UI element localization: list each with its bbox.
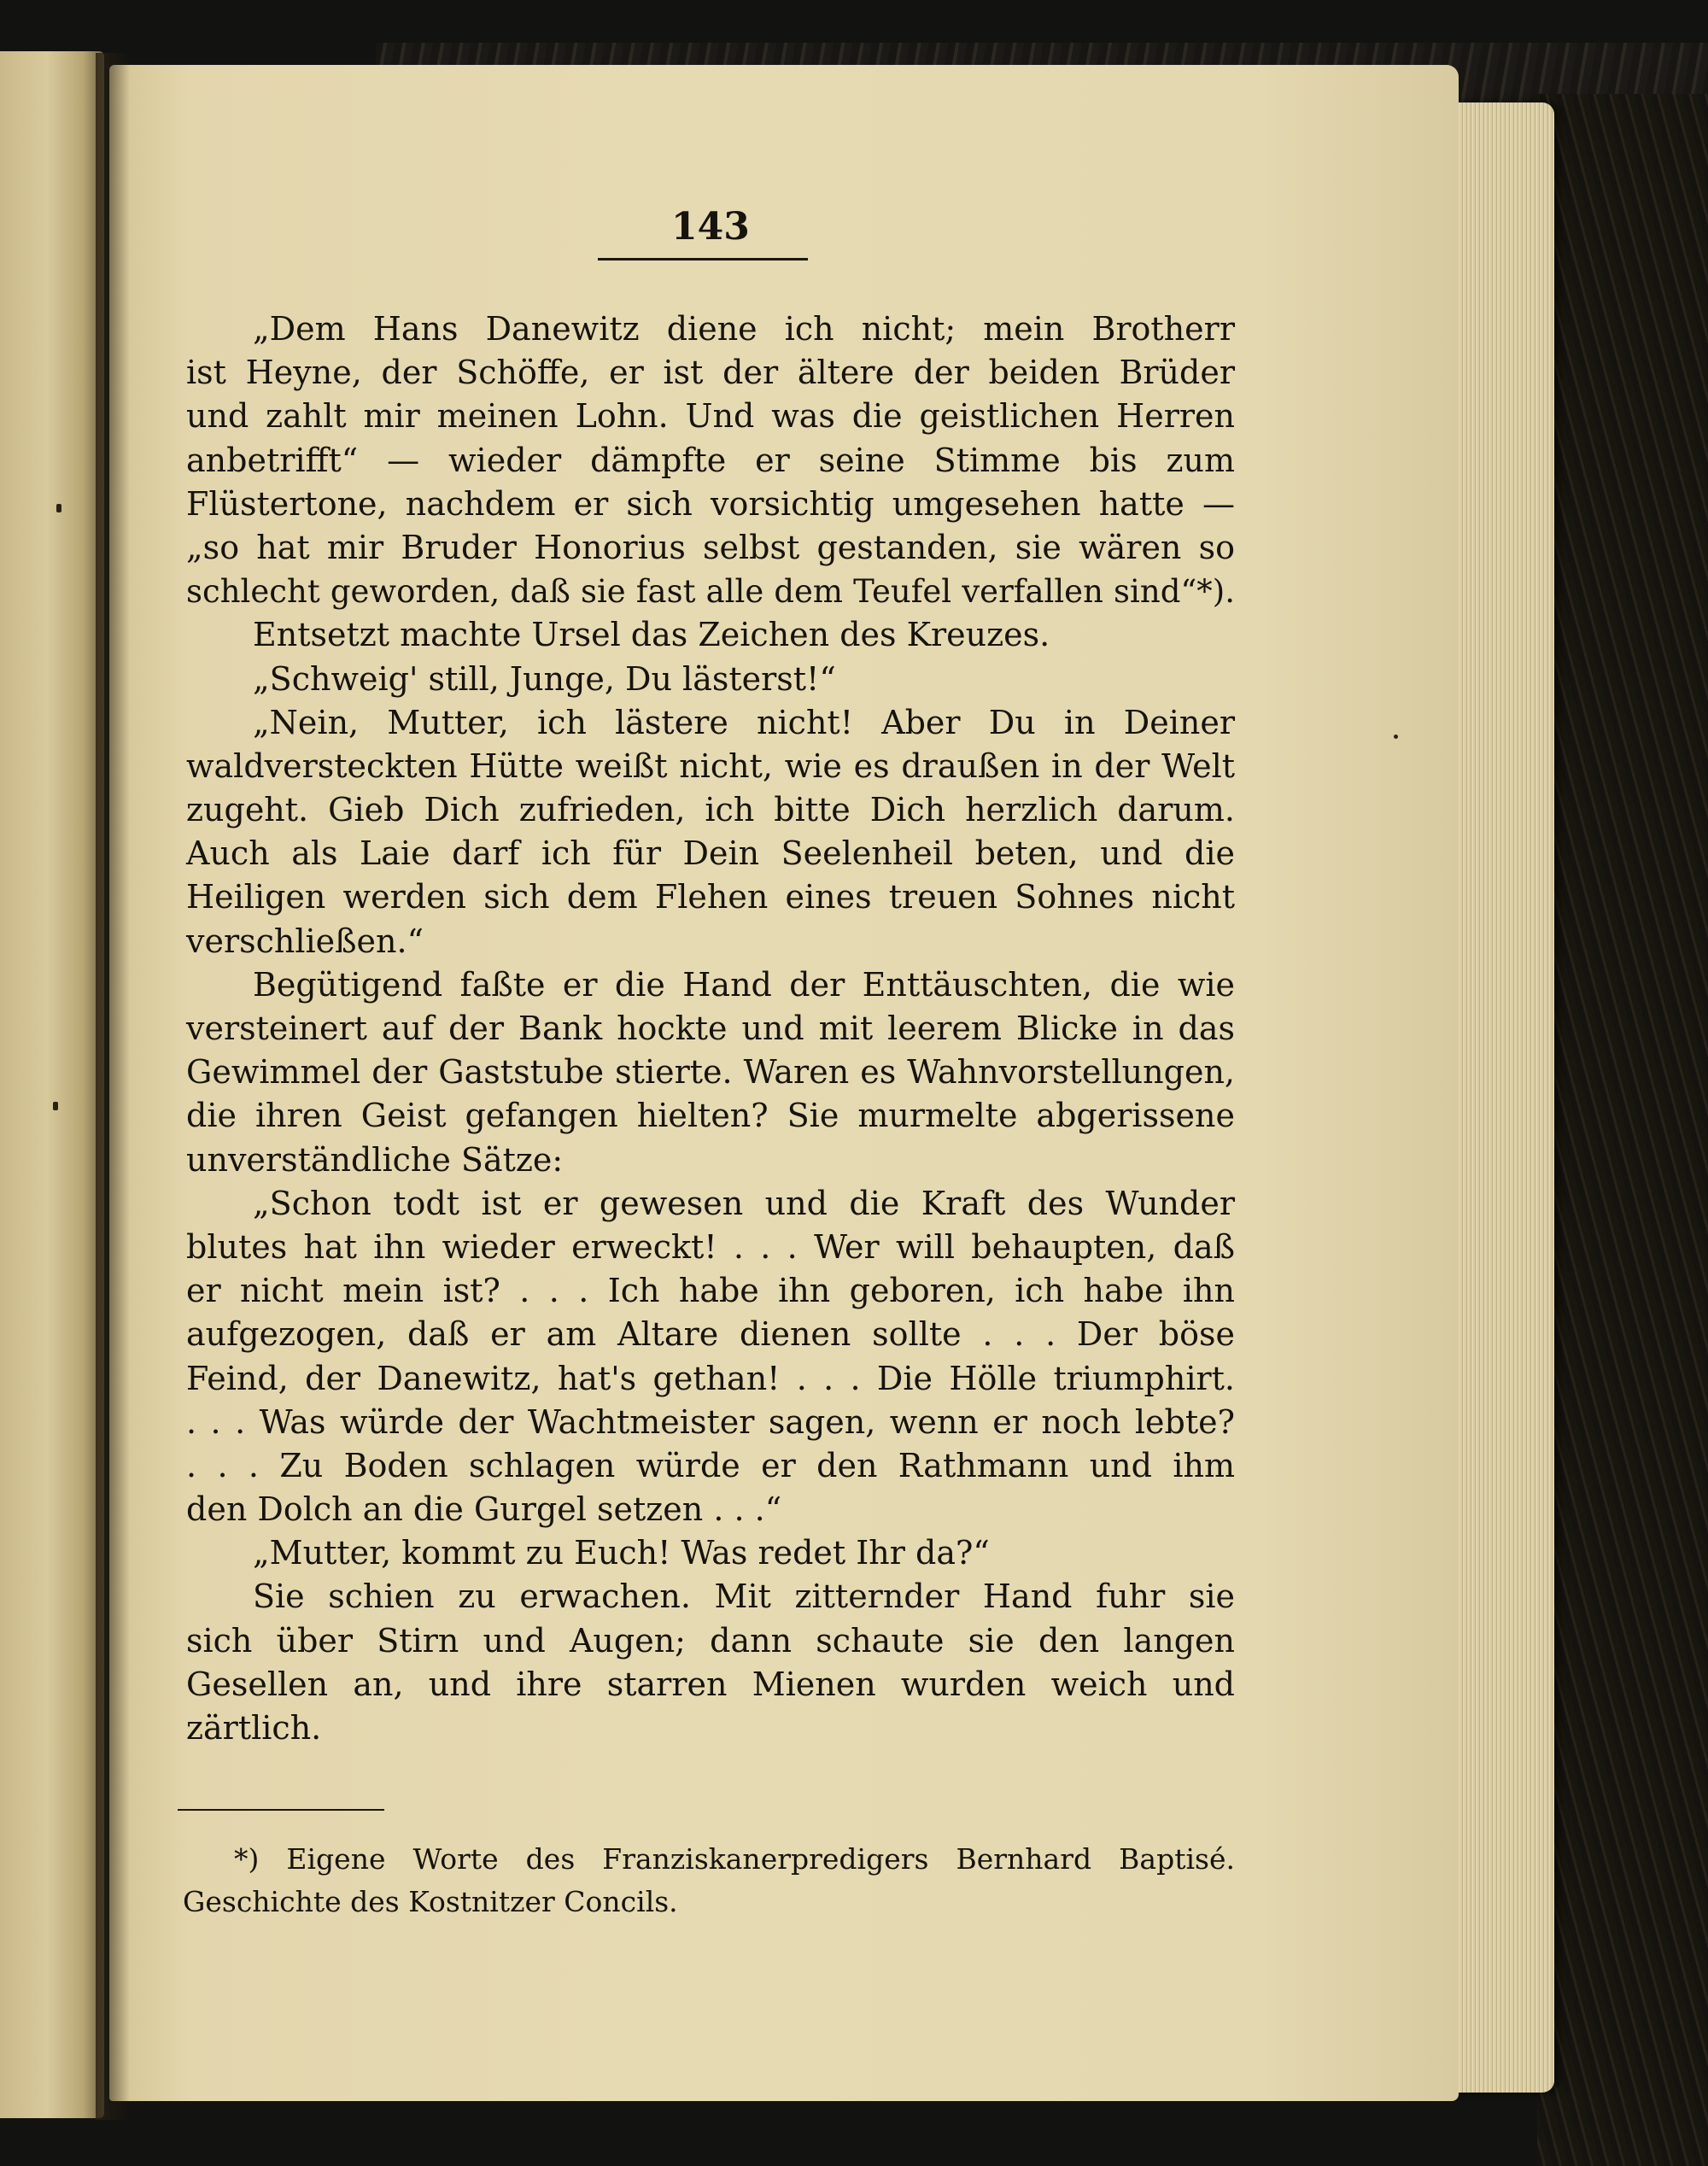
text-line: versteinert auf der Bank hockte und mit leerem Blicke in das	[186, 1010, 1235, 1047]
footnote-line: *) Eigene Worte des Franziskanerpredigers Bernhard Baptisé.	[234, 1842, 1235, 1876]
page-number: 143	[671, 205, 750, 249]
text-line: blutes hat ihn wieder erweckt! . . . Wer will behaupten, daß	[186, 1227, 1235, 1266]
text-line: Gesellen an, und ihre starren Mienen wurden weich und	[186, 1665, 1235, 1703]
text-line: „Schweig' still, Junge, Du lästerst!“	[253, 659, 836, 698]
text-line: zugeht. Gieb Dich zufrieden, ich bitte Dich herzlich darum.	[186, 791, 1235, 829]
text-line: „Nein, Mutter, ich lästere nicht! Aber Du in Deiner	[253, 703, 1235, 741]
previous-page-edge	[0, 51, 104, 2118]
text-line: Feind, der Danewitz, hat's gethan! . . . Die Hölle triumphirt.	[186, 1359, 1235, 1397]
footnote	[183, 1838, 1235, 1923]
text-line: . . . Zu Boden schlagen würde er den Rathmann und ihm	[186, 1446, 1235, 1484]
text-line: „Schon todt ist er gewesen und die Kraft des Wunder	[253, 1184, 1235, 1222]
text-line: schlecht geworden, daß sie fast alle dem Teufel verfallen sind“*).	[186, 573, 1235, 611]
text-line: „Dem Hans Danewitz diene ich nicht; mein Brotherr	[253, 310, 1235, 348]
text-line: „so hat mir Bruder Honorius selbst gestanden, sie wären so	[186, 528, 1235, 566]
gutter-shadow	[96, 53, 130, 2120]
text-line: er nicht mein ist? . . . Ich habe ihn geboren, ich habe ihn	[186, 1272, 1235, 1310]
text-line: aufgezogen, daß er am Altare dienen sollte . . . Der böse	[186, 1315, 1235, 1354]
text-line: Flüstertone, nachdem er sich vorsichtig umgesehen hatte —	[186, 484, 1235, 523]
margin-speck	[53, 1102, 58, 1110]
footnote-rule	[178, 1809, 384, 1811]
text-line: Heiligen werden sich dem Flehen eines treuen Sohnes nicht	[186, 878, 1235, 916]
page-block-edge	[1443, 102, 1554, 2093]
text-line: den Dolch an die Gurgel setzen . . .“	[186, 1490, 782, 1529]
body-text	[186, 307, 1235, 1750]
text-line: unverständliche Sätze:	[186, 1140, 564, 1179]
header-rule	[598, 258, 808, 261]
text-line: Gewimmel der Gaststube stierte. Waren es Wahnvorstellungen,	[186, 1053, 1235, 1092]
footnote-line: Geschichte des Kostnitzer Concils.	[183, 1885, 678, 1918]
text-line: zärtlich.	[186, 1709, 322, 1747]
text-line: verschließen.“	[186, 922, 424, 960]
margin-speck	[56, 504, 61, 512]
text-line: . . . Was würde der Wachtmeister sagen, wenn er noch lebte?	[186, 1402, 1235, 1441]
text-line: Begütigend faßte er die Hand der Enttäuschten, die wie	[253, 965, 1235, 1004]
text-line: ist Heyne, der Schöffe, er ist der ältere der beiden Brüder	[186, 354, 1235, 392]
text-line: sich über Stirn und Augen; dann schaute sie den langen	[186, 1621, 1235, 1660]
text-line: und zahlt mir meinen Lohn. Und was die geistlichen Herren	[186, 397, 1235, 436]
text-line: „Mutter, kommt zu Euch! Was redet Ihr da?“	[253, 1534, 990, 1572]
text-line: Entsetzt machte Ursel das Zeichen des Kreuzes.	[253, 616, 1050, 654]
margin-speck	[1394, 735, 1398, 739]
text-line: Sie schien zu erwachen. Mit zitternder Hand fuhr sie	[253, 1578, 1235, 1616]
text-line: waldversteckten Hütte weißt nicht, wie es draußen in der Welt	[186, 746, 1235, 785]
text-line: anbetrifft“ — wieder dämpfte er seine Stimme bis zum	[186, 441, 1235, 479]
text-line: Auch als Laie darf ich für Dein Seelenheil beten, und die	[186, 834, 1235, 873]
book-cover-edge	[1537, 94, 1708, 2166]
text-line: die ihren Geist gefangen hielten? Sie murmelte abgerissene	[186, 1097, 1235, 1135]
